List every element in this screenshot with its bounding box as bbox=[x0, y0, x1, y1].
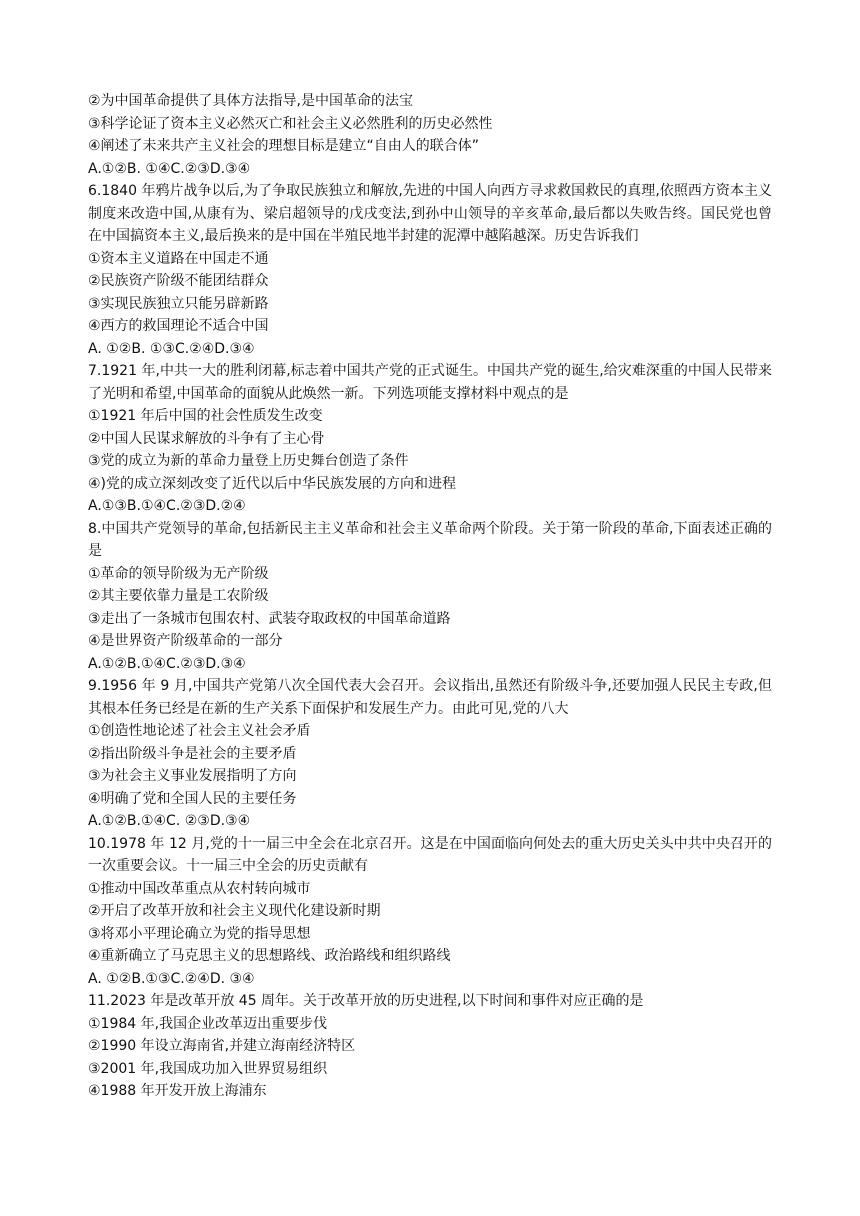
question-stem: 9.1956 年 9 月,中国共产党第八次全国代表大会召开。会议指出,虽然还有阶级斗争,还要加强人民民主专政,但其根本任务已经是在新的生产关系下面保护和发展生产力。由此可见,党的八大 bbox=[88, 678, 772, 717]
question-stem: 10.1978 年 12 月,党的十一届三中全会在北京召开。这是在中国面临向何处去的重大历史关头中共中央召开的一次重要会议。十一届三中全会的历史贡献有 bbox=[88, 835, 772, 874]
option-line: ②其主要依靠力量是工农阶级 bbox=[88, 588, 269, 604]
option-line: ③科学论证了资本主义必然灭亡和社会主义必然胜利的历史必然性 bbox=[88, 115, 493, 132]
option-line: ④西方的救国理论不适合中国 bbox=[88, 318, 269, 334]
option-line: ②1990 年设立海南省,并建立海南经济特区 bbox=[88, 1038, 356, 1054]
option-line: ②中国人民谋求解放的斗争有了主心骨 bbox=[88, 430, 325, 447]
question-7 bbox=[88, 360, 772, 518]
option-line: ③实现民族独立只能另辟新路 bbox=[88, 295, 269, 312]
option-line: ③党的成立为新的革命力量登上历史舞台创造了条件 bbox=[88, 453, 409, 469]
question-9 bbox=[88, 675, 772, 833]
option-line: ①1921 年后中国的社会性质发生改变 bbox=[88, 408, 323, 424]
question-stem: 8.中国共产党领导的革命,包括新民主主义革命和社会主义革命两个阶段。关于第一阶段的革命,下面表述正确的是 bbox=[88, 520, 772, 559]
question-11 bbox=[88, 990, 772, 1103]
option-line: ①资本主义道路在中国走不通 bbox=[88, 250, 269, 267]
option-line: ②指出阶级斗争是社会的主要矛盾 bbox=[88, 745, 297, 762]
answer-choices: A.①②B.①④C. ②③D.③④ bbox=[88, 813, 251, 829]
question-10 bbox=[88, 833, 772, 991]
option-line: ④阐述了未来共产主义社会的理想目标是建立“自由人的联合体” bbox=[88, 138, 480, 154]
option-line: ③为社会主义事业发展指明了方向 bbox=[88, 768, 297, 784]
answer-choices: A. ①②B. ①③C.②④D.③④ bbox=[88, 340, 255, 357]
option-line: ④明确了党和全国人民的主要任务 bbox=[88, 790, 297, 807]
answer-choices: A.①②B. ①④C.②③D.③④ bbox=[88, 160, 251, 177]
option-line: ①1984 年,我国企业改革迈出重要步伐 bbox=[88, 1015, 328, 1032]
question-stem: 11.2023 年是改革开放 45 周年。关于改革开放的历史进程,以下时间和事件对应正确的是 bbox=[88, 993, 644, 1009]
option-line: ②为中国革命提供了具体方法指导,是中国革命的法宝 bbox=[88, 93, 413, 109]
option-line: ③2001 年,我国成功加入世界贸易组织 bbox=[88, 1060, 328, 1077]
question-6 bbox=[88, 180, 772, 360]
option-line: ④重新确立了马克思主义的思想路线、政治路线和组织路线 bbox=[88, 948, 451, 964]
option-line: ①创造性地论述了社会主义社会矛盾 bbox=[88, 723, 311, 739]
document-page bbox=[88, 90, 772, 1103]
option-line: ③将邓小平理论确立为党的指导思想 bbox=[88, 925, 311, 942]
option-line: ③走出了一条城市包围农村、武装夺取政权的中国革命道路 bbox=[88, 610, 451, 627]
option-line: ②民族资产阶级不能团结群众 bbox=[88, 273, 269, 289]
option-line: ①革命的领导阶级为无产阶级 bbox=[88, 565, 269, 582]
question-stem: 6.1840 年鸦片战争以后,为了争取民族独立和解放,先进的中国人向西方寻求救国救民的真理,依照西方资本主义制度来改造中国,从康有为、梁启超领导的戊戌变法,到孙中山领导的辛亥革命,最后都以失败告终。国民党也曾在中国搞资本主义,最后换来的是中国在半殖民地半封建的泥潭中越陷越深。历史告诉我们 bbox=[88, 183, 772, 244]
option-line: ②开启了改革开放和社会主义现代化建设新时期 bbox=[88, 903, 381, 919]
option-line: ④1988 年开发开放上海浦东 bbox=[88, 1083, 267, 1099]
answer-choices: A.①②B.①④C.②③D.③④ bbox=[88, 655, 246, 672]
question-8 bbox=[88, 518, 772, 676]
option-line: ④)党的成立深刻改变了近代以后中华民族发展的方向和进程 bbox=[88, 475, 457, 492]
answer-choices: A. ①②B.①③C.②④D. ③④ bbox=[88, 970, 255, 987]
answer-choices: A.①③B.①④C.②③D.②④ bbox=[88, 498, 246, 514]
question-5-continued bbox=[88, 90, 772, 180]
option-line: ④是世界资产阶级革命的一部分 bbox=[88, 633, 283, 649]
question-stem: 7.1921 年,中共一大的胜利闭幕,标志着中国共产党的正式诞生。中国共产党的诞生,给灾难深重的中国人民带来了光明和希望,中国革命的面貌从此焕然一新。下列选项能支撑材料中观点的是 bbox=[88, 363, 772, 402]
option-line: ①推动中国改革重点从农村转向城市 bbox=[88, 880, 311, 897]
